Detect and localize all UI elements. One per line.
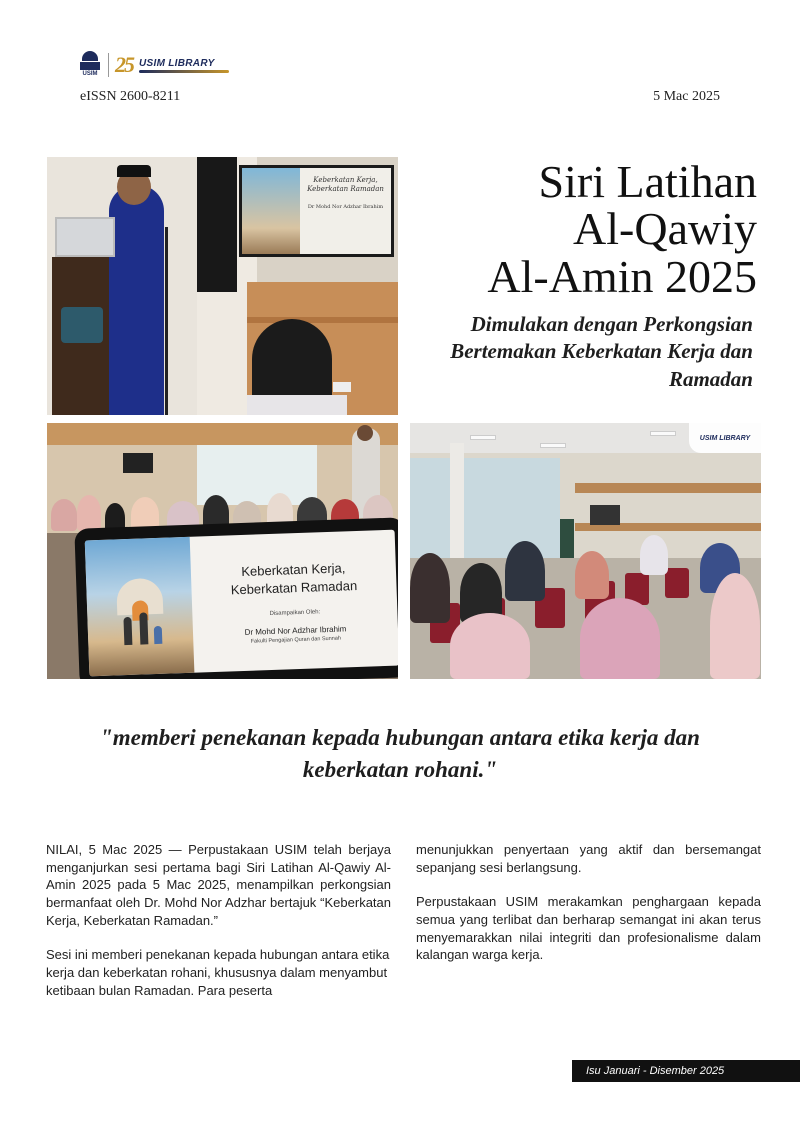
subtitle-line-1: Dimulakan dengan Perkongsian (470, 312, 753, 336)
pull-quote (70, 722, 730, 785)
issn: eISSN 2600-8211 (80, 89, 181, 104)
logo-swoosh (139, 70, 229, 73)
tablet-slide-title-1: Keberkatan Kerja, (241, 560, 346, 579)
title-line-1: Siri Latihan (538, 156, 757, 207)
title-line-2: Al-Qawiy (573, 203, 757, 255)
body-paragraph: NILAI, 5 Mac 2025 — Perpustakaan USIM telah berjaya menganjurkan sesi pertama bagi Siri Latihan Al-Qawiy Al-Amin 2025 pada 5 Mac 2025, menampilkan perkongsian bermanfaat oleh Dr. Mohd Nor Adzhar bertajuk “Keberkatan Kerja, Keberkatan Ramadan.” (46, 842, 391, 928)
usim-library-logo-text: USIM LIBRARY (139, 57, 215, 69)
body-paragraph: menunjukkan penyertaan yang aktif dan bersemangat sepanjang sesi berlangsung. (416, 842, 761, 875)
photo-tablet-slide (47, 423, 398, 679)
presentation-screen (239, 165, 394, 257)
publication-date: 5 Mac 2025 (653, 89, 720, 104)
title-line-3: Al-Amin 2025 (487, 250, 757, 302)
anniversary-logo: 25 (115, 52, 133, 77)
quote-line-2: keberkatan rohani." (302, 756, 498, 782)
subtitle-line-3: Ramadan (668, 366, 753, 391)
usim-library-logo (139, 58, 229, 73)
screen-slide-speaker: Dr Mohd Nor Adzhar Ibrahim (307, 204, 384, 211)
tablet-slide-title-2: Keberkatan Ramadan (230, 577, 358, 597)
photo-audience-hall (410, 423, 761, 679)
watermark-text: USIM LIBRARY (699, 434, 751, 442)
body-paragraph: Perpustakaan USIM merakamkan penghargaan kepada semua yang terlibat dan berharap semangat ini akan terus menyemarakkan nilai integriti dan profesionalisme dalam kalangan warga kerja. (416, 894, 761, 963)
tablet-slide-speaker: Dr Mohd Nor Adzhar Ibrahim (244, 624, 347, 638)
article-subtitle (383, 311, 753, 393)
usim-logo (78, 51, 102, 79)
issue-footer: Isu Januari - Disember 2025 (572, 1060, 800, 1082)
body-column-right (416, 841, 761, 981)
body-paragraph: Sesi ini memberi penekanan kepada hubungan antara etika kerja dan keberkatan rohani, khususnya dalam menyambut ketibaan bulan Ramadan. Para peserta (46, 947, 390, 998)
header-logos (78, 50, 229, 80)
tablet-slide-presented-by: Disampaikan Oleh: (269, 609, 321, 618)
screen-slide-title-1: Keberkatan Kerja, (313, 176, 378, 184)
quote-line-1: "memberi penekanan kepada hubungan antara etika kerja dan (100, 725, 700, 750)
tablet-slide-faculty: Fakulti Pengajian Quran dan Sunnah (250, 635, 342, 645)
logo-divider (108, 53, 109, 77)
body-column-left (46, 841, 391, 1016)
subtitle-line-2: Bertemakan Keberkatan Kerja dan (450, 339, 753, 364)
photo-speaker-podium (47, 157, 398, 415)
usim-logo-text: USIM (82, 71, 98, 77)
screen-slide-title-2: Keberkatan Ramadan (307, 185, 384, 194)
tablet (74, 517, 398, 679)
article-title (427, 158, 757, 300)
usim-library-watermark (689, 423, 761, 453)
